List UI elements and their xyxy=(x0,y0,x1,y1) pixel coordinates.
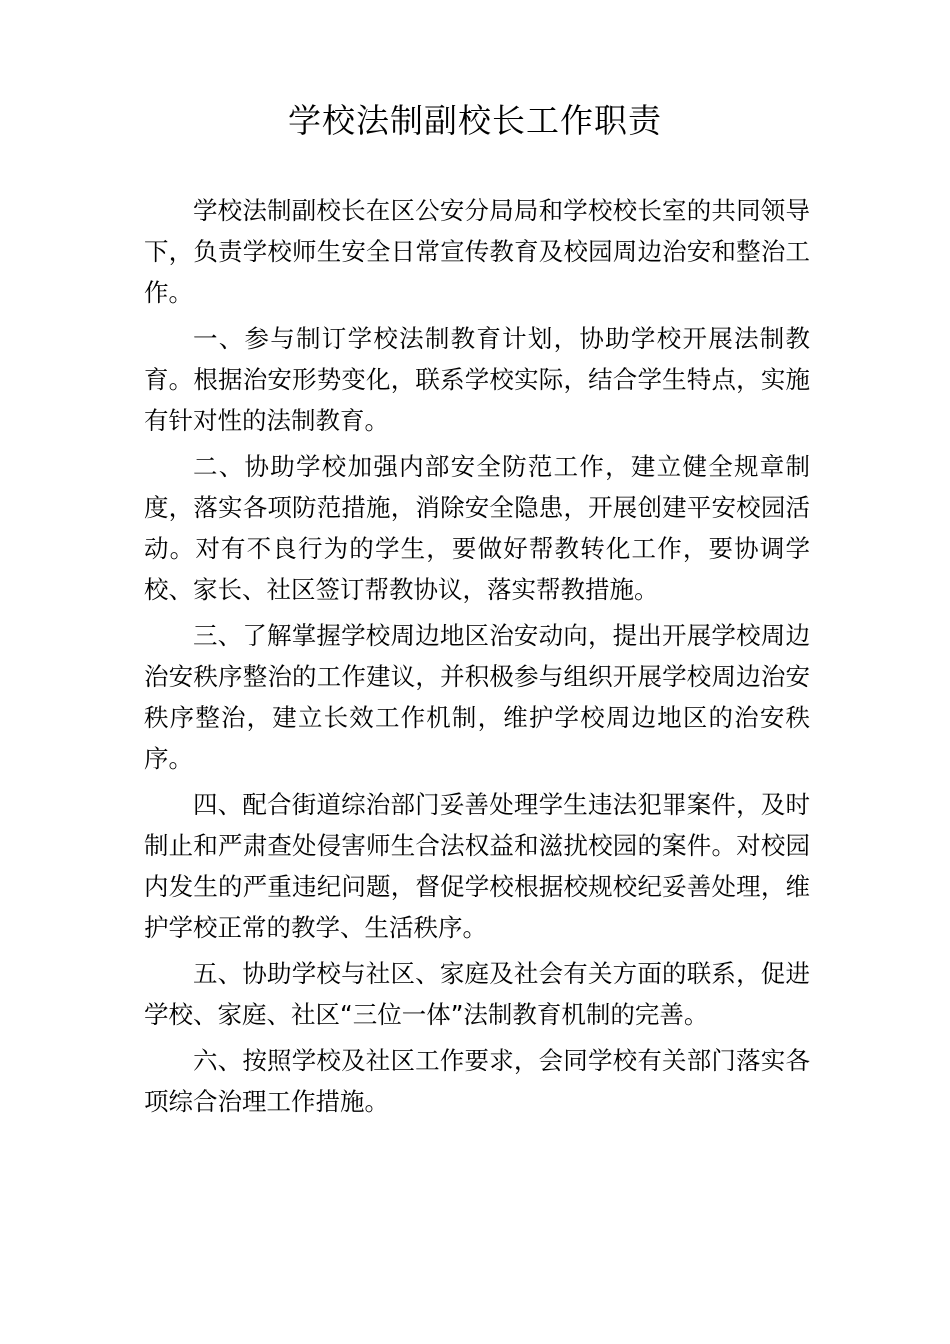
paragraph-item-5: 五、协助学校与社区、家庭及社会有关方面的联系，促进学校、家庭、社区“三位一体”法制教育机制的完善。 xyxy=(144,959,810,1029)
paragraph-item-6: 六、按照学校及社区工作要求，会同学校有关部门落实各项综合治理工作措施。 xyxy=(144,1046,810,1116)
paragraph-item-3: 三、了解掌握学校周边地区治安动向，提出开展学校周边治安秩序整治的工作建议，并积极参与组织开展学校周边治安秩序整治，建立长效工作机制，维护学校周边地区的治安秩序。 xyxy=(144,621,810,773)
paragraph-intro: 学校法制副校长在区公安分局局和学校校长室的共同领导下，负责学校师生安全日常宣传教育及校园周边治安和整治工作。 xyxy=(144,196,810,307)
paragraph-item-4: 四、配合街道综治部门妥善处理学生违法犯罪案件，及时制止和严肃查处侵害师生合法权益和滋扰校园的案件。对校园内发生的严重违纪问题，督促学校根据校规校纪妥善处理，维护学校正常的教学、生活秩序。 xyxy=(144,790,810,942)
paragraph-item-2: 二、协助学校加强内部安全防范工作，建立健全规章制度，落实各项防范措施，消除安全隐患，开展创建平安校园活动。对有不良行为的学生，要做好帮教转化工作，要协调学校、家长、社区签订帮教协议，落实帮教措施。 xyxy=(144,452,810,604)
document-title: 学校法制副校长工作职责 xyxy=(288,101,662,140)
paragraph-item-1: 一、参与制订学校法制教育计划，协助学校开展法制教育。根据治安形势变化，联系学校实际，结合学生特点，实施有针对性的法制教育。 xyxy=(144,324,810,435)
document-body xyxy=(144,190,810,1127)
